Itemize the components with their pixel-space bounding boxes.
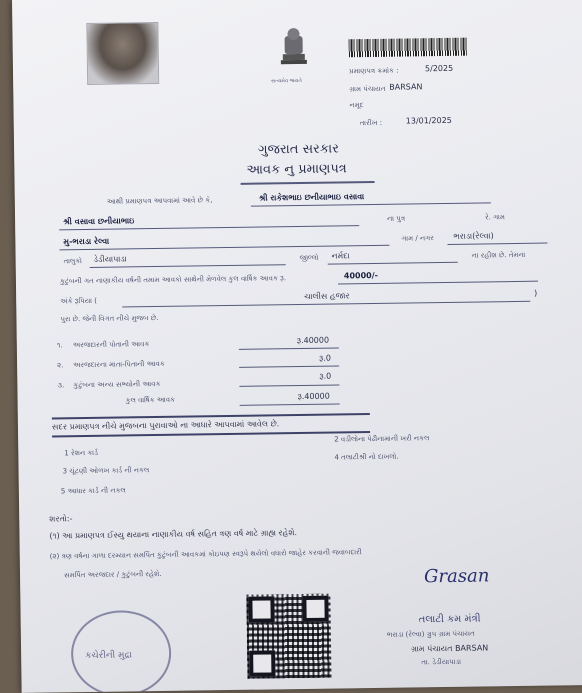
income-row-no: ૨. xyxy=(57,361,64,370)
son-of-label: ના પુત્ર xyxy=(387,214,406,223)
total-income-intro: કુટુંબની ગત નાણાકીય વર્ષની તમામ આવકો સાથેની મેળવેલ કુલ વાર્ષિક આવક રૂ. xyxy=(59,274,287,286)
income-certificate-page xyxy=(12,0,582,693)
proof-item: 3 ચૂંટણી ઓળખ કાર્ડ ની નકલ xyxy=(62,466,150,476)
amount-words-suffix: ) xyxy=(534,288,538,298)
date-label: તારીખ : xyxy=(359,118,383,128)
panchayat-value: BARSAN xyxy=(389,82,423,92)
qr-code-icon xyxy=(246,594,331,679)
applicant-name: શ્રી રાકેશભાઇ છનીયાભાઇ વસાવા xyxy=(258,192,365,203)
district-label: જીલ્લો xyxy=(299,253,319,263)
signatory-panchayat: ભરાડા (રેલ્વા) ગ્રુપ ગ્રામ પંચાયત xyxy=(386,629,475,639)
condition-2b: સમર્પિત અરજદાર / કુટુંબની રહેશે. xyxy=(63,569,162,580)
village-value: ભરાડા(રેલ્વા) xyxy=(453,231,494,241)
signature-scribble: Grasan xyxy=(423,565,490,588)
income-row-value: રૂ.0 xyxy=(319,371,332,381)
proof-item: 5 આધાર કાર્ડ ની નકલ xyxy=(60,486,126,496)
resident-label: રે. ગામ xyxy=(485,213,505,222)
income-row-value: રૂ.40000 xyxy=(296,335,330,346)
signatory-taluka: તા. ડેડીયાપાડા xyxy=(421,657,462,667)
proof-item: 2 વડીલોના પેઢીનામાની ખરી નકલ xyxy=(334,434,430,444)
condition-2a: (૨) ત્રણ વર્ષના ગાળા દરમ્યાન સમર્પિત કુટુંબની આવકમાં કોઇપણ સ્વરૂપે થયેલો વધારો જાહેર કરવાની જવાબદારી xyxy=(49,548,362,561)
office-stamp xyxy=(71,610,172,693)
panchayat-label: ગ્રામ પંચાયત xyxy=(349,84,386,94)
district-value: નર્મદા xyxy=(331,251,350,261)
emblem-caption: સત્યમેવ જયતે xyxy=(271,77,302,85)
father-name: શ્રી વસાવા છનીયાભાઇ xyxy=(63,216,135,227)
residence-place: મુ-ભરાડા રેલ્વા xyxy=(63,236,110,247)
resident-suffix: ના રહીશ છે. તેમના xyxy=(471,250,526,260)
income-total-value: રૂ.40000 xyxy=(297,391,330,402)
proof-heading: સદર પ્રમાણપત્ર નીચે મુજબના પુરાવાઓ ના આધારે આપવામાં આવેલ છે. xyxy=(51,419,280,432)
title-certificate: આવક નુ પ્રમાણપત્ર xyxy=(246,161,347,178)
income-total-label: કુલ વાર્ષિક આવક xyxy=(125,395,176,405)
proof-item: 4 તલાટીશ્રી નો દાખલો. xyxy=(334,452,399,462)
signatory-place: ગ્રામ પંચાયત BARSAN xyxy=(411,643,489,654)
income-row-label: અરજદારના માતા-પિતાની આવક xyxy=(73,359,165,370)
title-government: ગુજરાત સરકાર xyxy=(258,141,339,158)
taluka-label: તાલુકો xyxy=(63,257,83,266)
date-value: 13/01/2025 xyxy=(405,115,452,126)
cert-no-value: 5/2025 xyxy=(424,63,454,74)
office-label: નમૂદ xyxy=(349,101,364,110)
income-row-no: ૧. xyxy=(56,341,63,350)
income-row-value: રૂ.0 xyxy=(318,353,331,363)
state-emblem-icon xyxy=(274,26,313,77)
barcode-icon xyxy=(349,38,467,58)
applicant-photo xyxy=(86,22,159,85)
total-income-amount: 40000/- xyxy=(343,270,379,281)
income-row-no: ૩. xyxy=(57,381,65,390)
body-intro: આથી પ્રમાણપત્ર આપવામાં આવે છે કે, xyxy=(106,196,213,206)
village-label: ગામ / નગર xyxy=(401,234,434,243)
amount-words-prefix: અંકે રૂપિયા ( xyxy=(60,296,98,306)
income-row-label: કુટુંબના અન્ય સભ્યોની આવક xyxy=(73,379,161,390)
cert-no-label: પ્રમાણપત્ર ક્રમાંક : xyxy=(348,66,399,76)
conditions-heading: શરતો:- xyxy=(49,514,73,524)
condition-1: (૧) આ પ્રમાણપત્ર ઈસ્યુ થયાના નાણાકીય વર્ષ સહિત ત્રણ વર્ષ માટે ગ્રાહ્ય રહેશે. xyxy=(49,528,298,541)
title-underline xyxy=(241,181,375,185)
signatory-designation: તલાટી કમ મંત્રી xyxy=(418,613,481,626)
stamp-text: કચેરીની મુદ્રા xyxy=(85,650,133,662)
taluka-value: ડેડીયાપાડા xyxy=(93,254,127,264)
proof-item: 1 રેશન કાર્ડ xyxy=(64,448,99,458)
amount-words: ચાલીસ હજાર xyxy=(304,291,350,301)
details-intro: પુરા છે. જેની વિગત નીચે મુજબ છે. xyxy=(60,313,159,324)
income-row-label: અરજદારની પોતાની આવક xyxy=(72,340,150,350)
